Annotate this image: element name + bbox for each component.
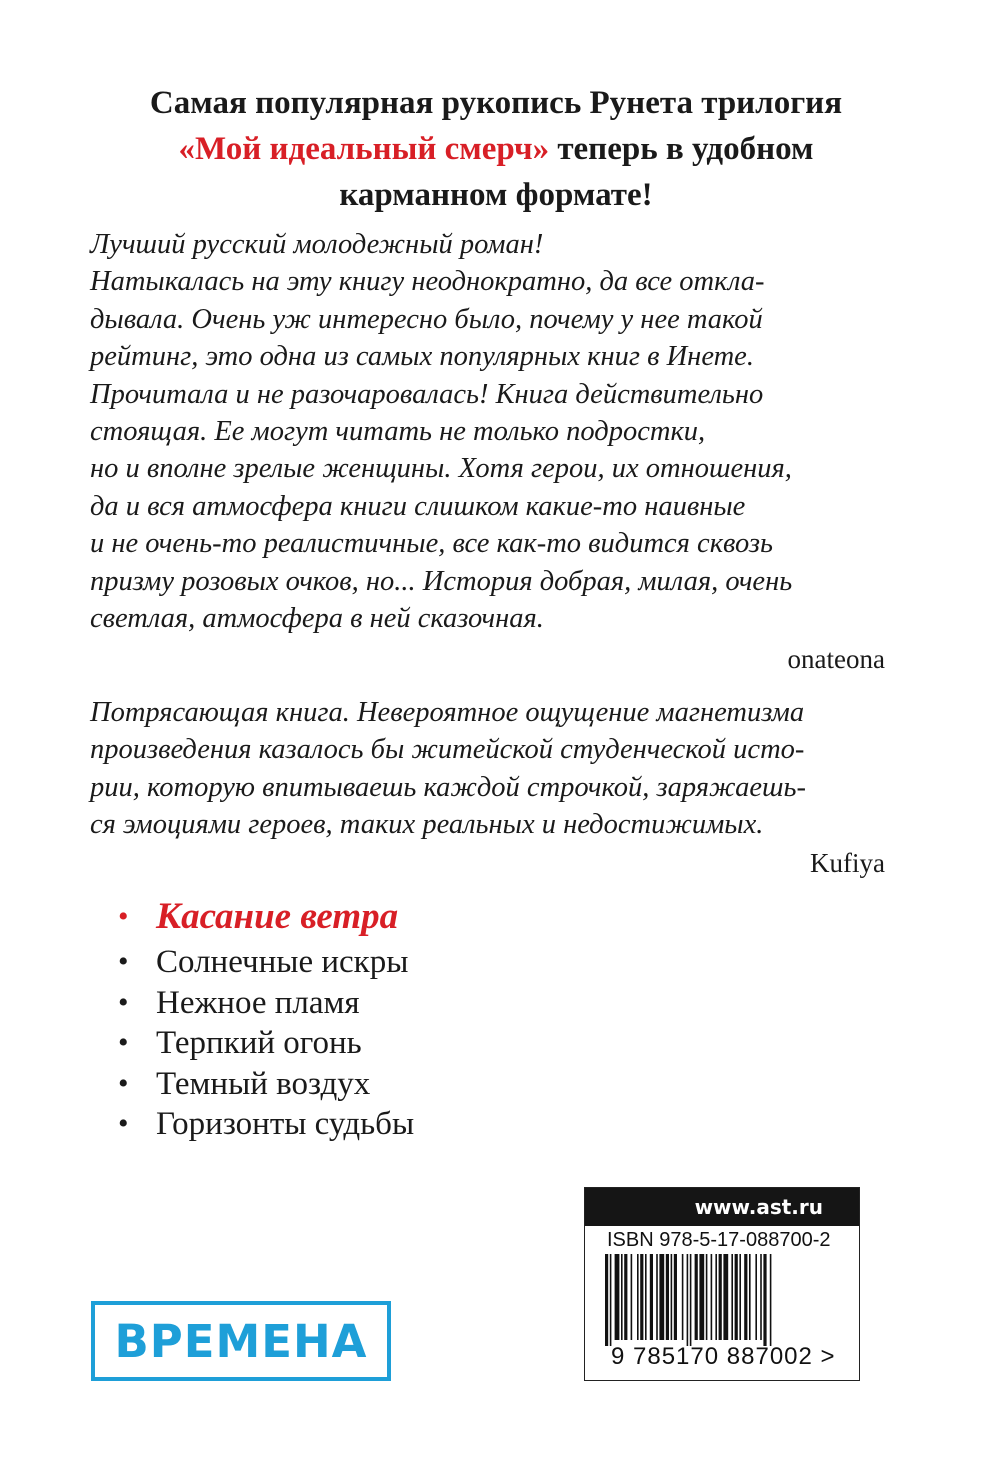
series-title xyxy=(118,1023,414,1064)
publisher-logo-text: ВРЕМЕНА xyxy=(114,1314,368,1368)
series-title-label: Касание ветра xyxy=(156,896,399,937)
review-1-line: рейтинг, это одна из самых популярных книг в Инете. xyxy=(90,341,754,373)
bullet-icon: • xyxy=(118,900,129,933)
series-title-label: Горизонты судьбы xyxy=(156,1106,415,1142)
bullet-icon: • xyxy=(118,1026,129,1059)
series-title-current xyxy=(118,892,414,942)
review-2-line: Потрясающая книга. Невероятное ощущение магнетизма xyxy=(90,697,805,728)
review-1-line: светлая, атмосфера в ней сказочная. xyxy=(90,603,544,635)
series-title-list xyxy=(118,892,414,1145)
isbn-number: ISBN 978-5-17-088700-2 xyxy=(607,1229,831,1251)
review-2-line: произведения казалось бы житейской студенческой исто- xyxy=(90,734,805,766)
series-title-label: Солнечные искры xyxy=(156,944,409,980)
publisher-website: www.ast.ru xyxy=(585,1188,859,1226)
series-title-label: Терпкий огонь xyxy=(156,1025,362,1061)
isbn-barcode-block xyxy=(584,1187,860,1381)
bullet-icon: • xyxy=(118,1107,129,1140)
bullet-icon: • xyxy=(118,985,129,1019)
series-title xyxy=(118,983,414,1024)
review-1-line: дывала. Очень уж интересно было, почему у нее такой xyxy=(90,303,763,335)
review-1-author: onateona xyxy=(787,644,885,674)
review-2-line: ся эмоциями героев, таких реальных и недостижимых. xyxy=(90,809,764,841)
review-1-line: Прочитала и не разочаровалась! Книга действительно xyxy=(90,378,764,410)
series-title xyxy=(118,1104,414,1145)
review-1-line: и не очень-то реалистичные, все как-то видится сквозь xyxy=(90,528,773,560)
headline-line-1: Самая популярная рукопись Рунета трилогия xyxy=(149,85,843,121)
publisher-logo xyxy=(91,1301,391,1381)
bullet-icon: • xyxy=(118,1066,129,1100)
review-1-line: стоящая. Ее могут читать не только подростки, xyxy=(90,416,706,448)
review-1-line: призму розовых очков, но... История добрая, милая, очень xyxy=(90,565,793,597)
series-title-label: Темный воздух xyxy=(156,1065,371,1102)
series-title xyxy=(118,942,414,983)
review-2 xyxy=(90,694,890,844)
review-1-line: Натыкалась на эту книгу неоднократно, да все откла- xyxy=(90,266,765,298)
series-title-label: Нежное пламя xyxy=(156,984,360,1021)
headline-line-2-rest: теперь в удобном xyxy=(549,131,814,167)
review-1-line: Лучший русский молодежный роман! xyxy=(90,229,544,260)
review-2-author: Kufiya xyxy=(810,848,885,878)
headline xyxy=(0,80,992,218)
barcode-digits: 9 785170 887002 > xyxy=(611,1343,836,1370)
review-2-line: рии, которую впитываешь каждой строчкой, заряжаешь- xyxy=(90,771,807,803)
headline-trilogy-title: «Мой идеальный смерч» xyxy=(178,131,550,167)
barcode-icon xyxy=(603,1254,843,1346)
headline-line-3: карманном формате! xyxy=(339,177,653,213)
review-1-line: но и вполне зрелые женщины. Хотя герои, их отношения, xyxy=(90,453,792,485)
series-title xyxy=(118,1064,414,1105)
review-1 xyxy=(90,226,890,637)
bullet-icon: • xyxy=(118,945,129,978)
review-1-line: да и вся атмосфера книги слишком какие-то наивные xyxy=(90,490,746,522)
